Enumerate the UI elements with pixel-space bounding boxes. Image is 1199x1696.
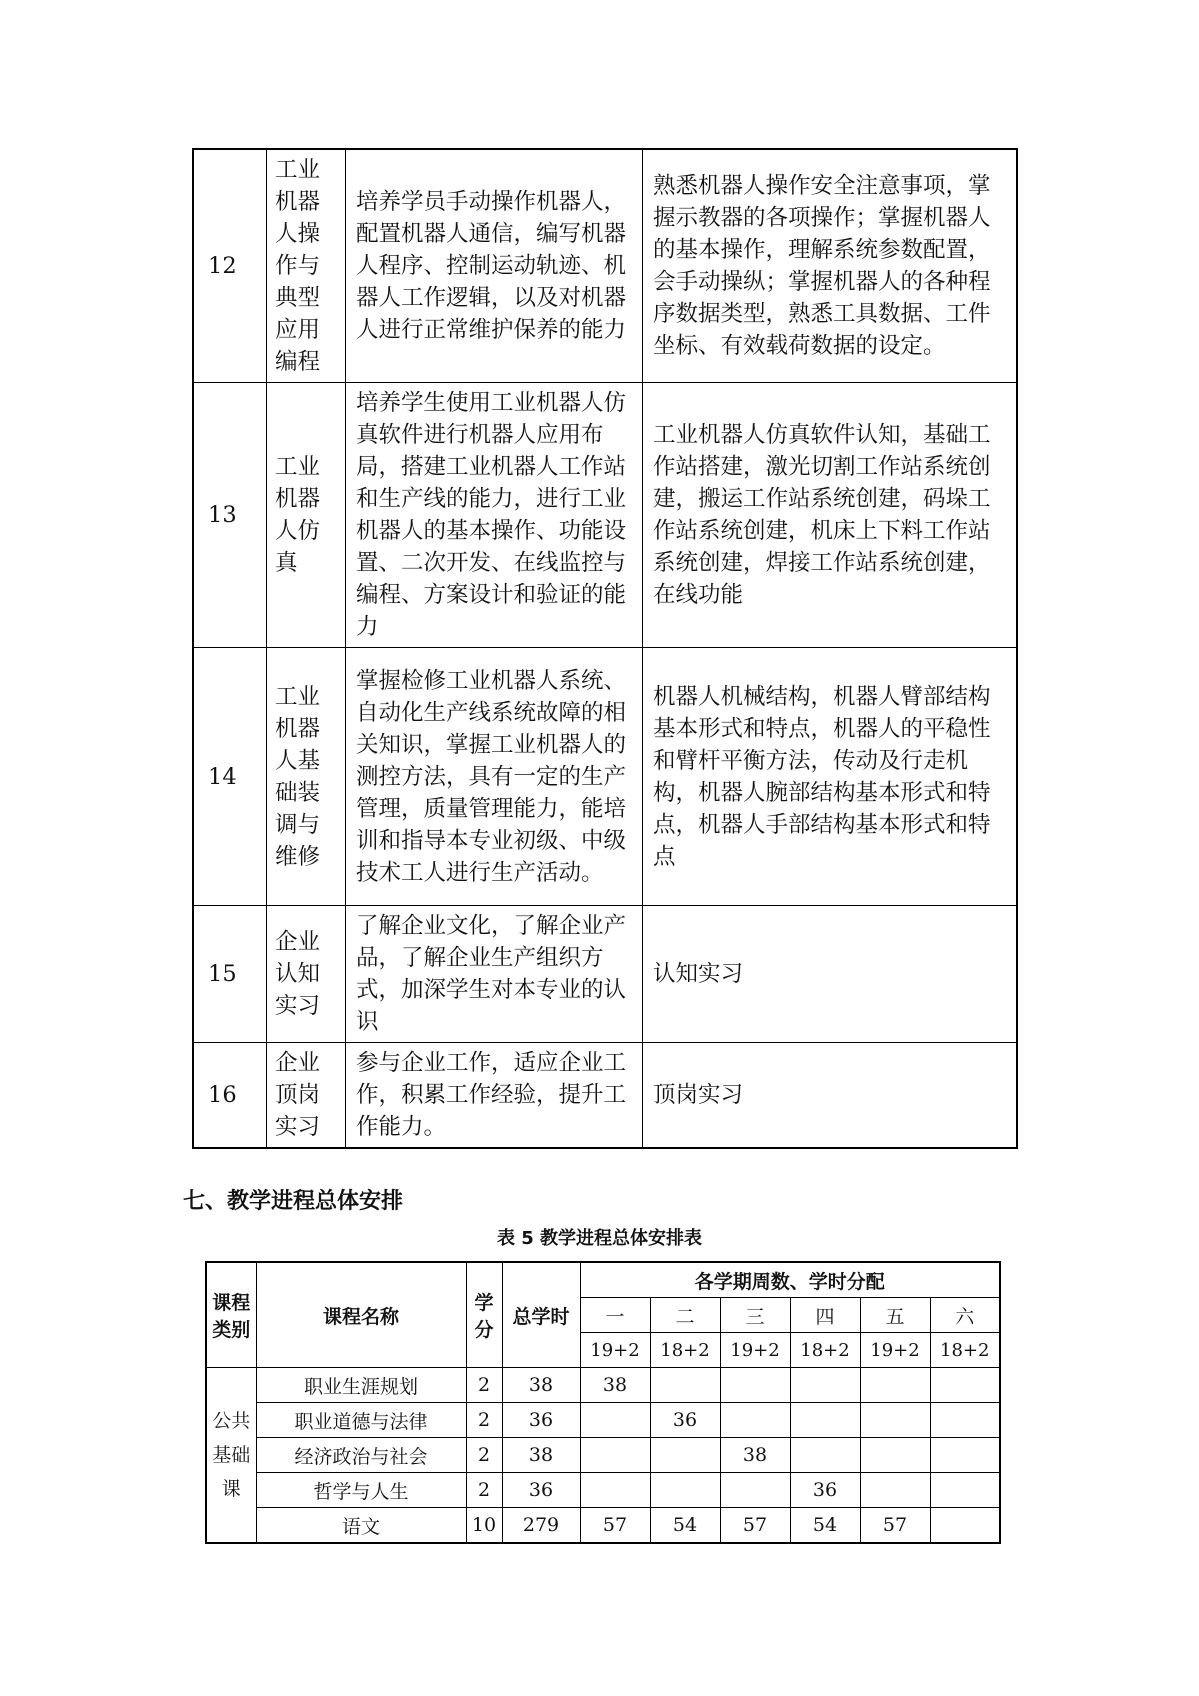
category-label-line: 基础 xyxy=(212,1444,251,1466)
table-row xyxy=(193,1043,1017,1149)
row-hours: 38 xyxy=(502,1368,580,1403)
semester-6: 六 xyxy=(930,1298,1000,1333)
row-hours: 36 xyxy=(502,1473,580,1508)
semester-4: 四 xyxy=(790,1298,860,1333)
course-name: 工业机器人仿真 xyxy=(267,383,346,648)
course-number: 15 xyxy=(193,906,267,1043)
row-sem-2: 36 xyxy=(650,1403,720,1438)
course-goal: 培养学生使用工业机器人仿真软件进行机器人应用布局，搭建工业机器人工作站和生产线的能力，进行工业机器人的基本操作、功能设置、二次开发、在线监控与编程、方案设计和验证的能力 xyxy=(346,383,643,648)
row-hours: 36 xyxy=(502,1403,580,1438)
table-row xyxy=(206,1473,1000,1508)
header-distribution: 各学期周数、学时分配 xyxy=(580,1262,1000,1298)
row-sem-5: 57 xyxy=(860,1508,930,1544)
row-sem-3 xyxy=(720,1403,790,1438)
row-sem-6 xyxy=(930,1368,1000,1403)
row-course-name: 职业道德与法律 xyxy=(256,1403,466,1438)
category-cell xyxy=(206,1368,256,1544)
weeks-5: 19+2 xyxy=(860,1333,930,1368)
category-label-line: 公共 xyxy=(212,1410,251,1432)
course-number: 13 xyxy=(193,383,267,648)
row-sem-1: 57 xyxy=(580,1508,650,1544)
row-sem-4 xyxy=(790,1438,860,1473)
table-row xyxy=(193,149,1017,383)
header-category: 课程类别 xyxy=(206,1262,256,1368)
table-caption: 表 5 教学进程总体安排表 xyxy=(496,1228,703,1249)
table-row xyxy=(206,1403,1000,1438)
weeks-2: 18+2 xyxy=(650,1333,720,1368)
row-sem-2 xyxy=(650,1473,720,1508)
row-sem-5 xyxy=(860,1403,930,1438)
row-sem-4 xyxy=(790,1368,860,1403)
table-row xyxy=(206,1368,1000,1403)
course-number: 12 xyxy=(193,149,267,383)
row-sem-2 xyxy=(650,1368,720,1403)
course-number: 14 xyxy=(193,648,267,906)
row-credits: 2 xyxy=(466,1368,502,1403)
row-sem-6 xyxy=(930,1438,1000,1473)
row-sem-1 xyxy=(580,1473,650,1508)
course-goal: 培养学员手动操作机器人，配置机器人通信，编写机器人程序、控制运动轨迹、机器人工作逻辑，以及对机器人进行正常维护保养的能力 xyxy=(346,149,643,383)
row-sem-1 xyxy=(580,1403,650,1438)
table-row xyxy=(193,383,1017,648)
row-sem-1: 38 xyxy=(580,1368,650,1403)
row-sem-2: 54 xyxy=(650,1508,720,1544)
row-credits: 2 xyxy=(466,1438,502,1473)
row-sem-3: 38 xyxy=(720,1438,790,1473)
course-content: 认知实习 xyxy=(643,906,1018,1043)
weeks-6: 18+2 xyxy=(930,1333,1000,1368)
row-sem-6 xyxy=(930,1473,1000,1508)
row-sem-3 xyxy=(720,1473,790,1508)
weeks-4: 18+2 xyxy=(790,1333,860,1368)
row-sem-4 xyxy=(790,1403,860,1438)
semester-3: 三 xyxy=(720,1298,790,1333)
row-credits: 2 xyxy=(466,1473,502,1508)
header-course-name: 课程名称 xyxy=(256,1262,466,1368)
header-credits: 学分 xyxy=(466,1262,502,1368)
row-sem-3: 57 xyxy=(720,1508,790,1544)
course-goal: 参与企业工作，适应企业工作，积累工作经验，提升工作能力。 xyxy=(346,1043,643,1149)
course-content: 工业机器人仿真软件认知，基础工作站搭建，激光切割工作站系统创建，搬运工作站系统创建，码垛工作站系统创建，机床上下料工作站系统创建，焊接工作站系统创建，在线功能 xyxy=(643,383,1018,648)
row-sem-5 xyxy=(860,1438,930,1473)
row-credits: 2 xyxy=(466,1403,502,1438)
table-row xyxy=(206,1508,1000,1544)
course-goal: 掌握检修工业机器人系统、自动化生产线系统故障的相关知识，掌握工业机器人的测控方法，具有一定的生产管理，质量管理能力，能培训和指导本专业初级、中级技术工人进行生产活动。 xyxy=(346,648,643,906)
table-row xyxy=(206,1438,1000,1473)
header-total-hours: 总学时 xyxy=(502,1262,580,1368)
course-name: 工业机器人操作与典型应用编程 xyxy=(267,149,346,383)
course-content: 机器人机械结构，机器人臂部结构基本形式和特点，机器人的平稳性和臂杆平衡方法，传动及行走机构，机器人腕部结构基本形式和特点，机器人手部结构基本形式和特点 xyxy=(643,648,1018,906)
course-goal: 了解企业文化，了解企业产品，了解企业生产组织方式，加深学生对本专业的认识 xyxy=(346,906,643,1043)
table-row xyxy=(193,906,1017,1043)
row-credits: 10 xyxy=(466,1508,502,1544)
row-sem-2 xyxy=(650,1438,720,1473)
course-number: 16 xyxy=(193,1043,267,1149)
row-sem-4: 36 xyxy=(790,1473,860,1508)
row-sem-3 xyxy=(720,1368,790,1403)
semester-5: 五 xyxy=(860,1298,930,1333)
table-row xyxy=(193,648,1017,906)
row-course-name: 经济政治与社会 xyxy=(256,1438,466,1473)
course-content: 熟悉机器人操作安全注意事项，掌握示教器的各项操作；掌握机器人的基本操作，理解系统参数配置，会手动操纵；掌握机器人的各种程序数据类型，熟悉工具数据、工件坐标、有效载荷数据的设定。 xyxy=(643,149,1018,383)
course-table xyxy=(192,148,1018,1149)
weeks-1: 19+2 xyxy=(580,1333,650,1368)
row-sem-5 xyxy=(860,1473,930,1508)
schedule-table xyxy=(205,1261,1001,1544)
section-heading: 七、教学进程总体安排 xyxy=(183,1189,404,1214)
row-course-name: 哲学与人生 xyxy=(256,1473,466,1508)
header-row xyxy=(206,1262,1000,1298)
row-sem-6 xyxy=(930,1508,1000,1544)
semester-2: 二 xyxy=(650,1298,720,1333)
row-course-name: 职业生涯规划 xyxy=(256,1368,466,1403)
course-name: 企业认知实习 xyxy=(267,906,346,1043)
course-name: 企业顶岗实习 xyxy=(267,1043,346,1149)
category-label-line: 课 xyxy=(221,1478,241,1500)
row-sem-5 xyxy=(860,1368,930,1403)
row-sem-4: 54 xyxy=(790,1508,860,1544)
row-sem-6 xyxy=(930,1403,1000,1438)
row-sem-1 xyxy=(580,1438,650,1473)
row-hours: 38 xyxy=(502,1438,580,1473)
semester-1: 一 xyxy=(580,1298,650,1333)
row-course-name: 语文 xyxy=(256,1508,466,1544)
weeks-3: 19+2 xyxy=(720,1333,790,1368)
row-hours: 279 xyxy=(502,1508,580,1544)
course-name: 工业机器人基础装调与维修 xyxy=(267,648,346,906)
course-content: 顶岗实习 xyxy=(643,1043,1018,1149)
